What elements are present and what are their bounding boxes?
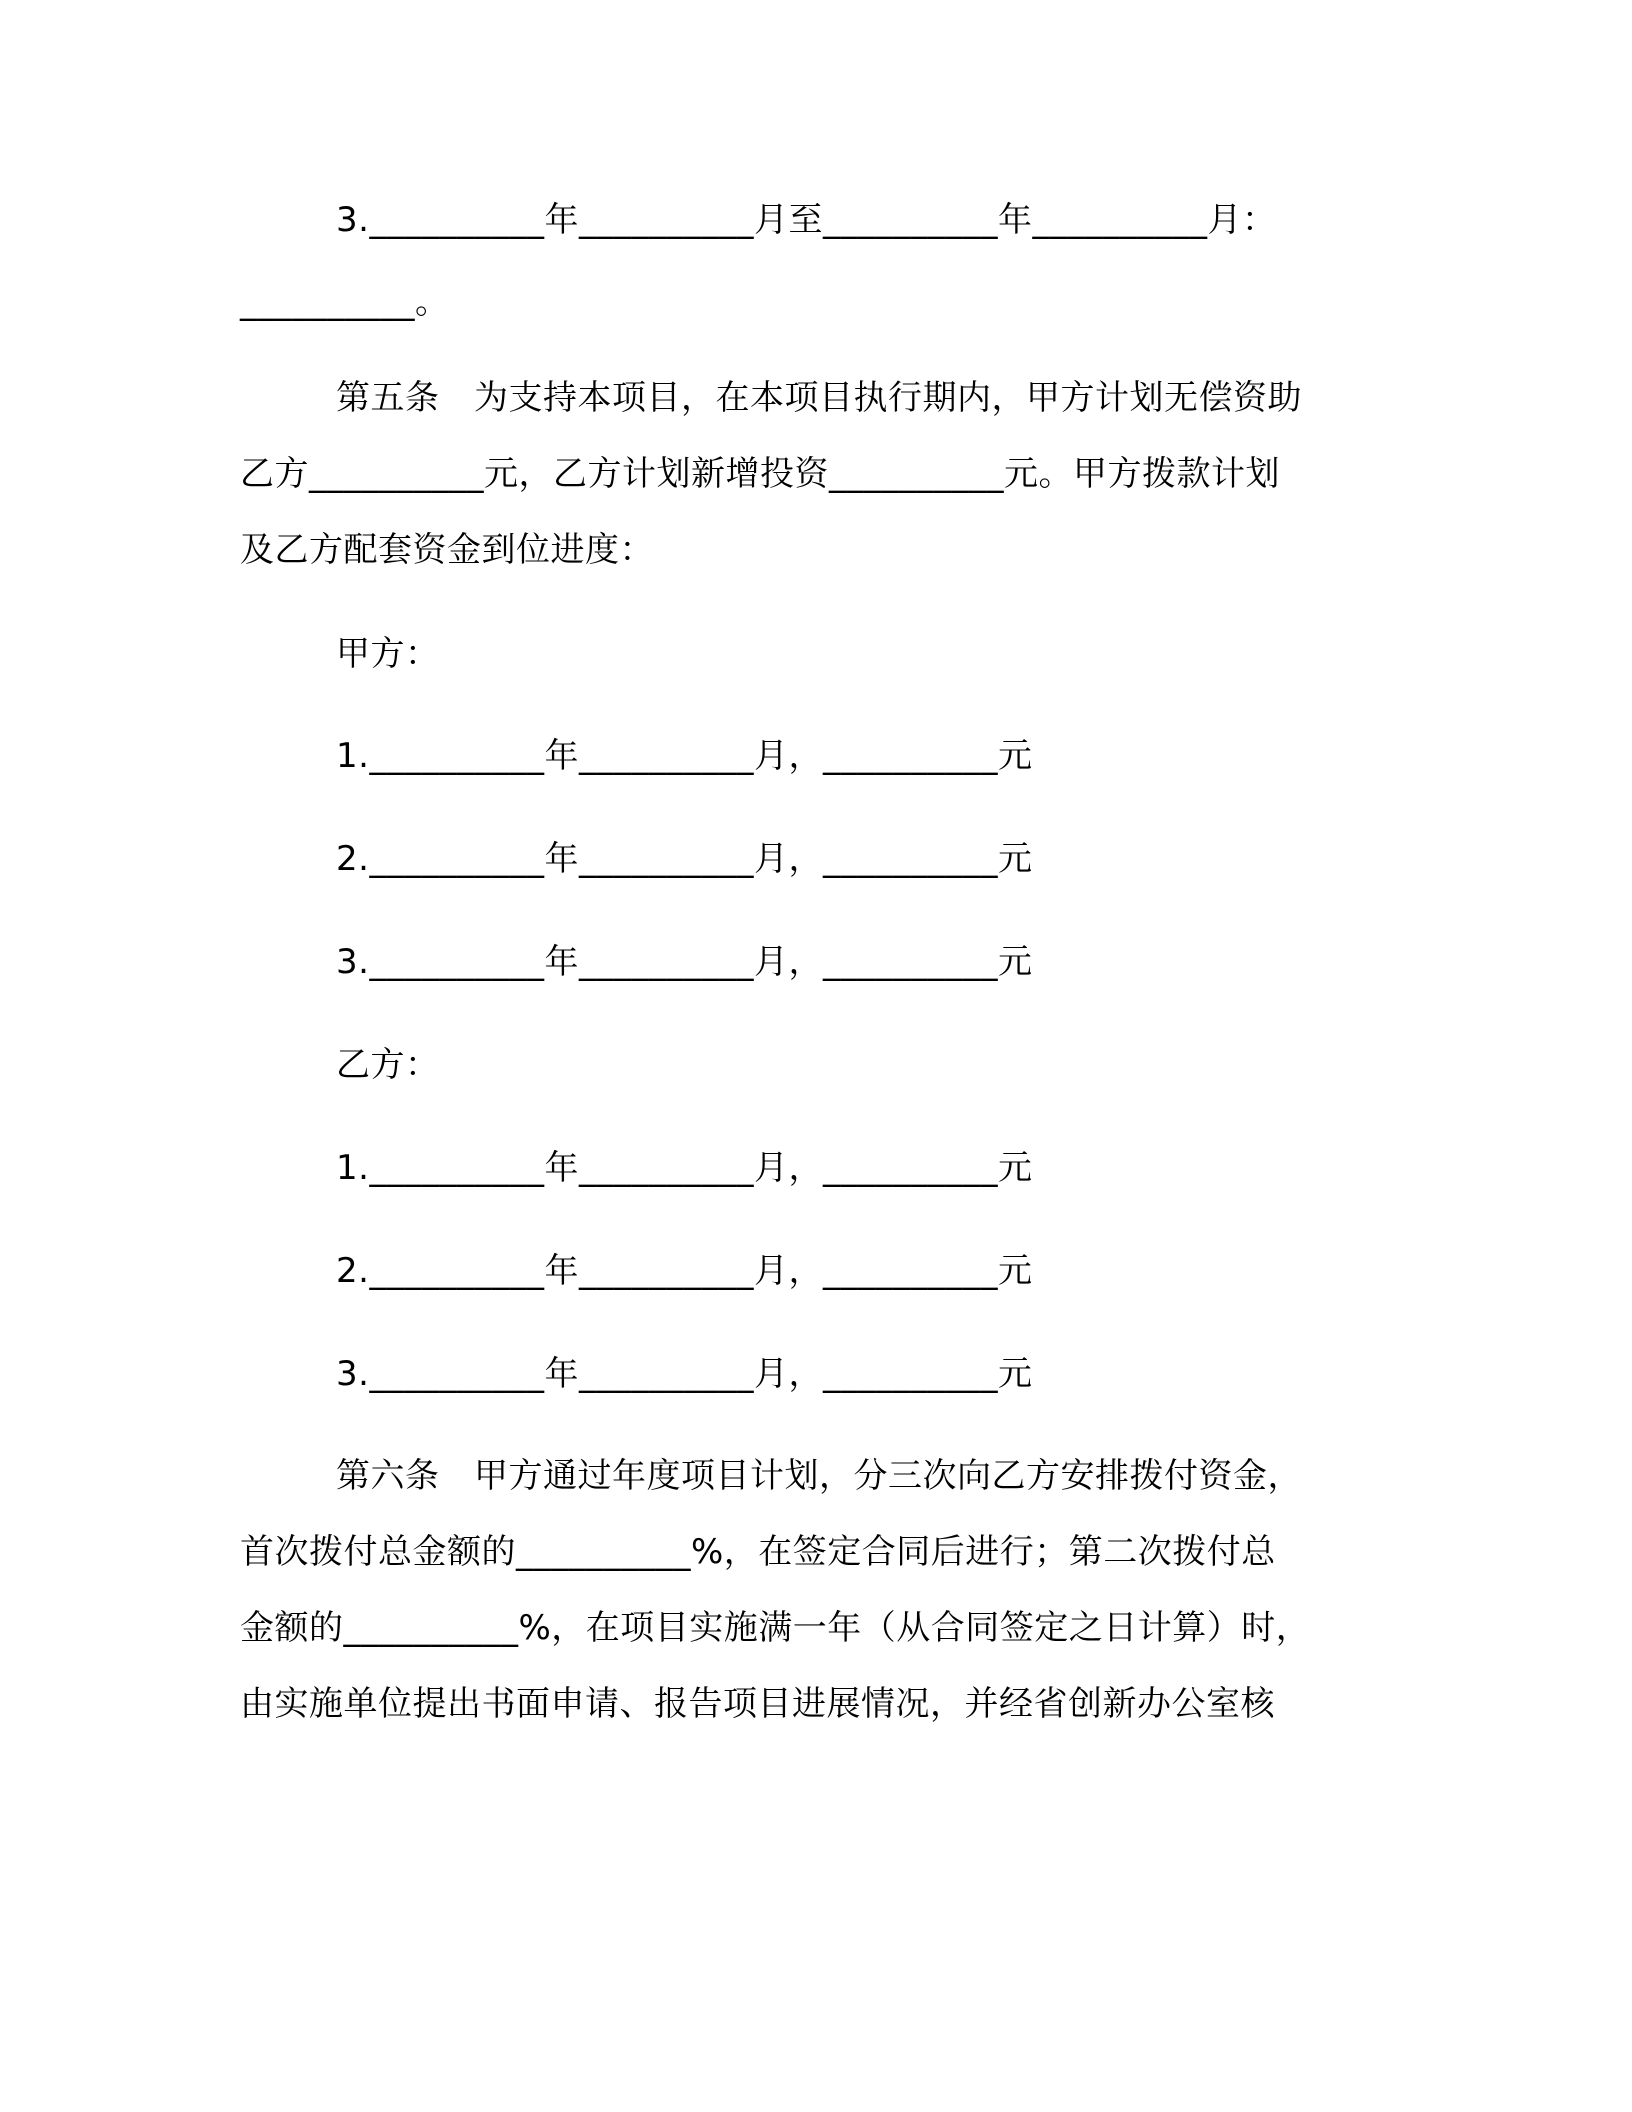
party-b-item-1: 1.__________年__________月，__________元 bbox=[336, 1148, 1033, 1188]
party-b-item-3: 3.__________年__________月，__________元 bbox=[336, 1354, 1033, 1394]
article-6-line-3: 金额的__________%，在项目实施满一年（从合同签定之日计算）时， bbox=[240, 1608, 1311, 1648]
period-3-line: 3.__________年__________月至__________年__________月： bbox=[336, 200, 1277, 240]
article-5-line-1: 第五条 为支持本项目，在本项目执行期内，甲方计划无偿资助 bbox=[336, 378, 1302, 418]
party-a-item-3: 3.__________年__________月，__________元 bbox=[336, 942, 1033, 982]
period-3-content-line: __________。 bbox=[240, 282, 450, 322]
article-5-line-2: 乙方__________元，乙方计划新增投资__________元。甲方拨款计划 bbox=[240, 454, 1280, 494]
party-a-heading: 甲方： bbox=[336, 634, 440, 674]
party-a-item-2: 2.__________年__________月，__________元 bbox=[336, 839, 1033, 879]
article-6-line-2: 首次拨付总金额的__________%，在签定合同后进行；第二次拨付总 bbox=[240, 1532, 1276, 1572]
article-6-line-4: 由实施单位提出书面申请、报告项目进展情况，并经省创新办公室核 bbox=[240, 1684, 1275, 1724]
party-b-item-2: 2.__________年__________月，__________元 bbox=[336, 1251, 1033, 1291]
party-b-heading: 乙方： bbox=[336, 1045, 440, 1085]
party-a-item-1: 1.__________年__________月，__________元 bbox=[336, 736, 1033, 776]
article-6-line-1: 第六条 甲方通过年度项目计划，分三次向乙方安排拨付资金， bbox=[336, 1456, 1302, 1496]
article-5-line-3: 及乙方配套资金到位进度： bbox=[240, 530, 654, 570]
